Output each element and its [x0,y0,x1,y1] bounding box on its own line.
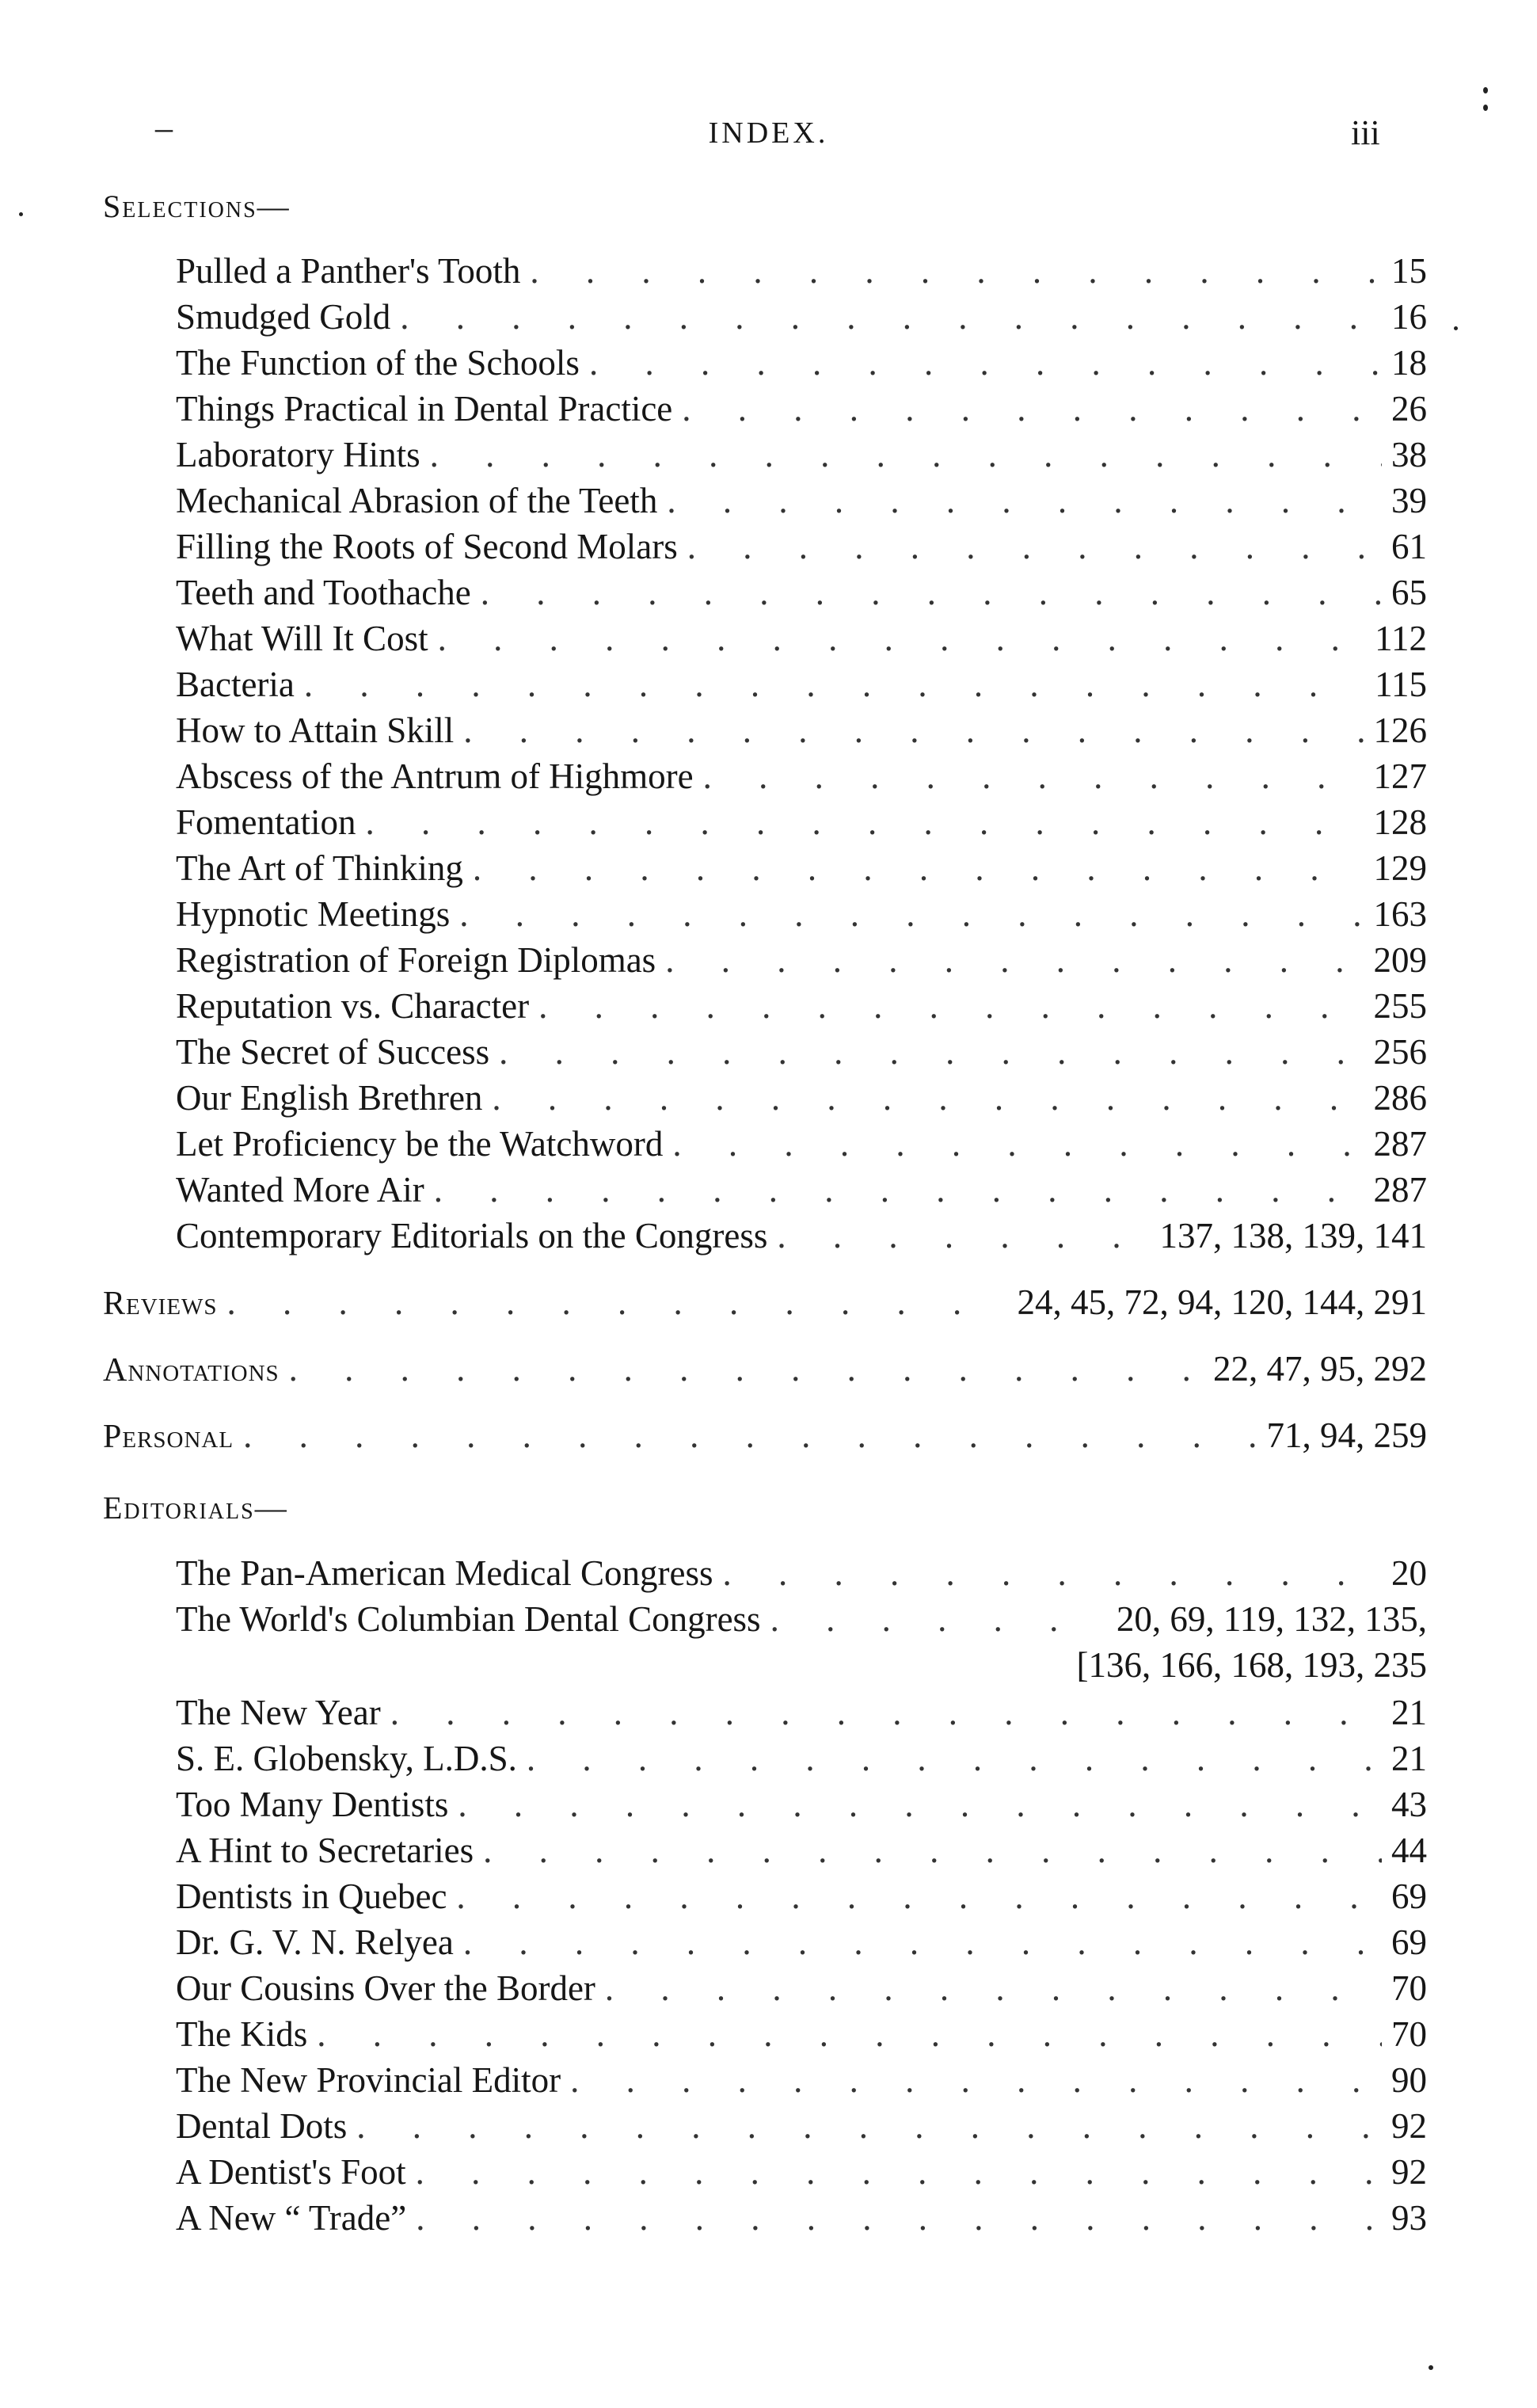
page-title: INDEX. [708,116,829,150]
entry-pages: 127 [1373,756,1427,796]
index-entry [176,572,1427,618]
entry-pages: 129 [1373,848,1427,888]
entry-title: The Art of Thinking [176,848,463,888]
index-entry [176,296,1427,342]
entry-title: Mechanical Abrasion of the Teeth [176,481,658,520]
entry-pages: 163 [1373,894,1427,934]
print-speck [1429,2365,1433,2370]
index-entry [176,2014,1427,2059]
entry-pages: 24, 45, 72, 94, 120, 144, 291 [1017,1282,1427,1322]
dot-leader [430,434,1382,475]
index-entry [176,1077,1427,1123]
index-entry [176,1968,1427,2014]
entry-pages: 92 [1391,2106,1427,2146]
entry-title: How to Attain Skill [176,711,455,750]
index-entry [176,526,1427,572]
entry-title: Things Practical in Dental Practice [176,389,673,429]
dot-leader [243,1415,1257,1456]
entry-title: Bacteria [176,665,295,704]
entry-pages: 22, 47, 95, 292 [1213,1349,1427,1389]
entry-title: Too Many Dentists [176,1785,449,1824]
section-heading-selections: Selections— [103,189,291,224]
entry-title: Pulled a Panther's Tooth [176,251,521,291]
dot-leader [570,2059,1382,2101]
dot-leader [687,526,1382,567]
index-entry [176,388,1427,434]
entry-title: The New Provincial Editor [176,2060,561,2100]
entry-pages: 256 [1373,1032,1427,1072]
entry-pages: 126 [1373,711,1427,750]
entry-title: A Dentist's Foot [176,2152,406,2192]
entry-title: The New Year [176,1693,381,1732]
index-entry [176,1876,1427,1922]
print-speck [1454,326,1458,330]
index-entry [176,434,1427,480]
dot-leader [527,1738,1382,1779]
index-entry [176,1123,1427,1169]
dot-leader [703,756,1364,797]
entry-pages: 44 [1391,1831,1427,1870]
entry-pages: 255 [1373,986,1427,1026]
entry-pages: 71, 94, 259 [1266,1415,1427,1455]
entry-pages: 20 [1391,1553,1427,1593]
dot-leader [390,1692,1382,1733]
index-entry [176,1922,1427,1968]
index-entry [176,985,1427,1031]
entry-pages: 69 [1391,1922,1427,1962]
index-entry-personal [103,1415,1427,1461]
dot-leader [589,342,1382,383]
index-entry [176,1784,1427,1830]
entry-title: Let Proficiency be the Watchword [176,1124,664,1164]
entry-title: Dentists in Quebec [176,1876,447,1916]
entry-title: A New “ Trade” [176,2198,407,2238]
index-entry [176,1738,1427,1784]
index-entry [176,618,1427,664]
dot-leader [227,1282,1008,1323]
entry-title: The Pan-American Medical Congress [176,1553,713,1593]
index-entry [176,250,1427,296]
index-entry [176,802,1427,848]
entry-title: Wanted More Air [176,1170,424,1210]
entry-title: Contemporary Editorials on the Congress [176,1216,768,1255]
dot-leader [483,1830,1382,1871]
print-speck [1483,87,1488,93]
dot-leader [723,1553,1382,1594]
dot-leader [456,1876,1382,1917]
entry-title: Reputation vs. Character [176,986,530,1026]
header-dash: – [155,109,173,147]
entry-title: The World's Columbian Dental Congress [176,1599,761,1639]
index-entry [176,480,1427,526]
dot-leader [667,480,1382,521]
entry-pages: 287 [1373,1124,1427,1164]
dot-leader [463,710,1364,751]
dot-leader [356,2105,1382,2147]
index-entry [176,848,1427,893]
entry-pages: 70 [1391,2014,1427,2054]
entry-pages: 21 [1391,1739,1427,1778]
entry-pages: 137, 138, 139, 141 [1159,1216,1427,1255]
entry-title: The Secret of Success [176,1032,490,1072]
entry-pages: 128 [1373,802,1427,842]
dot-leader [530,250,1382,291]
dot-leader [672,1123,1364,1164]
entry-title: Annotations [103,1352,280,1389]
entry-pages: 92 [1391,2152,1427,2192]
entry-pages: 39 [1391,481,1427,520]
entry-title: Fomentation [176,802,356,842]
dot-leader [665,939,1364,981]
entry-pages: 115 [1375,665,1427,704]
entry-title: Smudged Gold [176,297,391,337]
entry-pages: 38 [1391,435,1427,474]
entry-pages: 70 [1391,1968,1427,2008]
dot-leader [538,985,1364,1027]
entry-pages: 112 [1375,619,1427,658]
dot-leader [289,1348,1204,1389]
index-entry [176,1553,1427,1598]
entry-title: Reviews [103,1286,218,1322]
index-entry [176,1215,1427,1261]
index-entry [176,939,1427,985]
dot-leader [304,664,1365,705]
dot-leader [416,2197,1382,2238]
entry-pages: 43 [1391,1785,1427,1824]
dot-leader [492,1077,1364,1118]
index-entry [176,1169,1427,1215]
index-entry [176,2197,1427,2243]
entry-pages: 93 [1391,2198,1427,2238]
entry-pages: 16 [1391,297,1427,337]
index-entry [176,2105,1427,2151]
index-entry [176,710,1427,756]
dot-leader [605,1968,1382,2009]
index-entry [176,2059,1427,2105]
entry-title: Personal [103,1419,234,1455]
entry-pages: 286 [1373,1078,1427,1118]
print-speck [19,212,23,216]
entry-pages-continuation: [136, 166, 168, 193, 235 [1076,1645,1427,1685]
entry-title: Teeth and Toothache [176,573,471,612]
entry-pages: 18 [1391,343,1427,383]
entry-title: Hypnotic Meetings [176,894,451,934]
entry-title: Our English Brethren [176,1078,483,1118]
dot-leader [317,2014,1382,2055]
index-entry [176,342,1427,388]
dot-leader [458,1784,1382,1825]
dot-leader [434,1169,1364,1210]
entry-title: Abscess of the Antrum of Highmore [176,756,694,796]
entry-pages: 15 [1391,251,1427,291]
dot-leader [682,388,1382,429]
index-entry [176,1830,1427,1876]
entry-pages: 61 [1391,527,1427,566]
index-entry [176,2151,1427,2197]
dot-leader [777,1215,1150,1256]
index-entry [176,1692,1427,1738]
entry-title: Dental Dots [176,2106,348,2146]
index-entry [176,664,1427,710]
entry-pages: 26 [1391,389,1427,429]
entry-title: A Hint to Secretaries [176,1831,474,1870]
index-entry [176,756,1427,802]
index-entry-reviews [103,1282,1427,1328]
entry-title: Laboratory Hints [176,435,420,474]
entry-title: Registration of Foreign Diplomas [176,940,656,980]
entry-title: Dr. G. V. N. Relyea [176,1922,454,1962]
entry-pages: 287 [1373,1170,1427,1210]
dot-leader [473,848,1364,889]
entry-pages: 65 [1391,573,1427,612]
entry-pages: 90 [1391,2060,1427,2100]
dot-leader [481,572,1382,613]
entry-title: The Function of the Schools [176,343,580,383]
dot-leader [770,1598,1107,1640]
dot-leader [499,1031,1364,1073]
entry-title: The Kids [176,2014,308,2054]
dot-leader [463,1922,1382,1963]
index-entry [176,1031,1427,1077]
entry-title: S. E. Globensky, L.D.S. [176,1739,517,1778]
entry-pages: 20, 69, 119, 132, 135, [1116,1599,1427,1639]
entry-title: Our Cousins Over the Border [176,1968,595,2008]
dot-leader [416,2151,1382,2193]
dot-leader [459,893,1364,935]
dot-leader [365,802,1364,843]
page-number: iii [1351,113,1380,152]
print-speck [1483,105,1488,111]
dot-leader [400,296,1382,337]
entry-title: Filling the Roots of Second Molars [176,527,678,566]
index-entry-annotations [103,1348,1427,1394]
entry-pages: 69 [1391,1876,1427,1916]
dot-leader [438,618,1366,659]
index-entry [176,1598,1427,1644]
entry-pages: 209 [1373,940,1427,980]
section-heading-editorials: Editorials— [103,1490,288,1526]
entry-pages: 21 [1391,1693,1427,1732]
index-entry [176,893,1427,939]
entry-title: What Will It Cost [176,619,428,658]
